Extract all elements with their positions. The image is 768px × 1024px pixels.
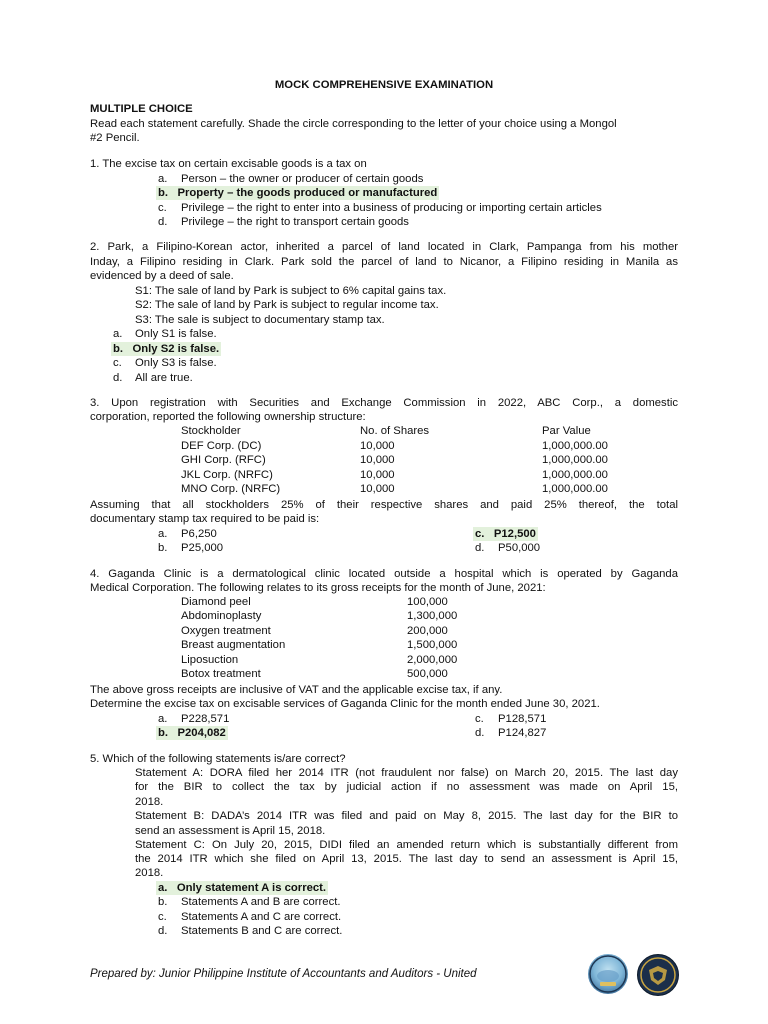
table-cell: MNO Corp. (NRFC) xyxy=(181,483,281,495)
option-letter: b. xyxy=(113,343,124,355)
statement-a: Statement A: DORA filed her 2014 ITR (not fraudulent nor false) on March 20, 2015. The last day xyxy=(135,767,678,779)
table-cell: 1,000,000.00 xyxy=(542,483,608,495)
statement-s2: S2: The sale of land by Park is subject to regular income tax. xyxy=(135,299,439,311)
answer-option xyxy=(156,726,228,740)
option-letter: c. xyxy=(113,357,122,369)
table-cell: 10,000 xyxy=(360,440,395,452)
table-cell: 1,500,000 xyxy=(407,639,458,651)
option-text: Only S2 is false. xyxy=(132,343,220,355)
option-letter: d. xyxy=(158,925,168,937)
section-heading: MULTIPLE CHOICE xyxy=(90,103,193,115)
table-cell: 10,000 xyxy=(360,469,395,481)
option-letter: b. xyxy=(158,727,169,739)
option-letter: c. xyxy=(475,713,484,725)
table-cell: Liposuction xyxy=(181,654,239,666)
table-cell: Diamond peel xyxy=(181,596,251,608)
statement-b: send an assessment is April 15, 2018. xyxy=(135,825,326,837)
question-3-stem: 3. Upon registration with Securities and Exchange Commission in 2022, ABC Corp., a domestic xyxy=(90,397,678,409)
table-cell: 100,000 xyxy=(407,596,448,608)
instructions-line-2: #2 Pencil. xyxy=(90,132,140,144)
table-cell: 2,000,000 xyxy=(407,654,458,666)
answer-option xyxy=(473,527,538,541)
question-2-stem: 2. Park, a Filipino-Korean actor, inherited a parcel of land located in Clark, Pampanga from his mother xyxy=(90,241,678,253)
option-letter: d. xyxy=(113,372,123,384)
option-letter: c. xyxy=(475,528,485,540)
statement-s3: S3: The sale is subject to documentary stamp tax. xyxy=(135,314,385,326)
question-4-text: The above gross receipts are inclusive of VAT and the applicable excise tax, if any. xyxy=(90,684,503,696)
option-letter: c. xyxy=(158,202,167,214)
option-letter: a. xyxy=(158,528,168,540)
statement-c: Statement C: On July 20, 2015, DIDI filed an amended return which is substantially different from xyxy=(135,839,678,851)
option-letter: b. xyxy=(158,187,169,199)
option-text: P124,827 xyxy=(498,727,547,739)
table-cell: 10,000 xyxy=(360,483,395,495)
table-cell: Abdominoplasty xyxy=(181,610,262,622)
option-letter: d. xyxy=(475,542,485,554)
table-cell: 1,300,000 xyxy=(407,610,458,622)
statement-a: for the BIR to collect the tax by judicial action if no assessment was made on April 15, xyxy=(135,781,678,793)
statement-b: Statement B: DADA’s 2014 ITR was filed and paid on May 8, 2015. The last day for the BIR to xyxy=(135,810,678,822)
question-4-stem: Medical Corporation. The following relates to its gross receipts for the month of June, 2021: xyxy=(90,582,546,594)
table-cell: 200,000 xyxy=(407,625,448,637)
statement-c: the 2014 ITR which she filed on April 13, 2015. The last day to send an assessment is April 15, xyxy=(135,853,678,865)
option-text: Only S3 is false. xyxy=(135,357,217,369)
option-letter: a. xyxy=(158,713,168,725)
organization-seal-icon xyxy=(588,954,628,994)
table-cell: 1,000,000.00 xyxy=(542,454,608,466)
table-cell: 1,000,000.00 xyxy=(542,440,608,452)
option-text: P12,500 xyxy=(493,528,536,540)
question-2-stem: evidenced by a deed of sale. xyxy=(90,270,234,282)
option-text: Only statement A is correct. xyxy=(176,882,327,894)
option-text: Property – the goods produced or manufactured xyxy=(177,187,438,199)
answer-option xyxy=(111,342,221,356)
option-text: P204,082 xyxy=(177,727,226,739)
question-3-text: documentary stamp tax required to be paid is: xyxy=(90,513,320,525)
option-text: P228,571 xyxy=(181,713,230,725)
option-letter: d. xyxy=(475,727,485,739)
question-4-text: Determine the excise tax on excisable services of Gaganda Clinic for the month ended June 30, 2021. xyxy=(90,698,600,710)
instructions-line-1: Read each statement carefully. Shade the circle corresponding to the letter of your choice using a Mongol xyxy=(90,118,617,130)
option-text: Only S1 is false. xyxy=(135,328,217,340)
table-cell: GHI Corp. (RFC) xyxy=(181,454,266,466)
table-cell: DEF Corp. (DC) xyxy=(181,440,262,452)
option-text: Person – the owner or producer of certain goods xyxy=(181,173,424,185)
option-letter: b. xyxy=(158,542,168,554)
table-header: No. of Shares xyxy=(360,425,430,437)
statement-c: 2018. xyxy=(135,867,164,879)
option-text: P25,000 xyxy=(181,542,224,554)
option-text: P128,571 xyxy=(498,713,547,725)
university-crest-icon xyxy=(638,955,678,995)
organization-seal-icon xyxy=(588,954,628,994)
question-2-stem: Inday, a Filipino residing in Clark. Park sold the parcel of land to Nicanor, a Filipino residing in Manila as xyxy=(90,256,678,268)
table-cell: Botox treatment xyxy=(181,668,261,680)
table-header: Par Value xyxy=(542,425,591,437)
option-letter: a. xyxy=(113,328,123,340)
statement-a: 2018. xyxy=(135,796,164,808)
option-text: Privilege – the right to enter into a business of producing or importing certain articles xyxy=(181,202,602,214)
university-crest-icon xyxy=(637,954,679,996)
question-4-stem: 4. Gaganda Clinic is a dermatological clinic located outside a hospital which is operated by Gaganda xyxy=(90,568,678,580)
option-text: Statements B and C are correct. xyxy=(181,925,343,937)
question-5-stem: 5. Which of the following statements is/are correct? xyxy=(90,753,346,765)
table-cell: 500,000 xyxy=(407,668,448,680)
option-text: P50,000 xyxy=(498,542,541,554)
option-letter: d. xyxy=(158,216,168,228)
option-letter: a. xyxy=(158,173,168,185)
table-cell: 10,000 xyxy=(360,454,395,466)
question-3-text: Assuming that all stockholders 25% of their respective shares and paid 25% thereof, the total xyxy=(90,499,678,511)
option-text: All are true. xyxy=(135,372,193,384)
question-1-stem: 1. The excise tax on certain excisable goods is a tax on xyxy=(90,158,367,170)
answer-option xyxy=(156,881,328,895)
option-text: Statements A and C are correct. xyxy=(181,911,342,923)
statement-s1: S1: The sale of land by Park is subject to 6% capital gains tax. xyxy=(135,285,447,297)
option-text: Statements A and B are correct. xyxy=(181,896,341,908)
table-header: Stockholder xyxy=(181,425,241,437)
question-3-stem: corporation, reported the following ownership structure: xyxy=(90,411,366,423)
table-cell: Breast augmentation xyxy=(181,639,286,651)
page-title: MOCK COMPREHENSIVE EXAMINATION xyxy=(274,79,494,91)
option-text: Privilege – the right to transport certain goods xyxy=(181,216,409,228)
table-cell: 1,000,000.00 xyxy=(542,469,608,481)
option-letter: a. xyxy=(158,882,168,894)
option-letter: c. xyxy=(158,911,167,923)
table-cell: JKL Corp. (NRFC) xyxy=(181,469,273,481)
table-cell: Oxygen treatment xyxy=(181,625,271,637)
option-letter: b. xyxy=(158,896,168,908)
answer-option xyxy=(156,186,439,200)
option-text: P6,250 xyxy=(181,528,217,540)
footer-credit: Prepared by: Junior Philippine Institute of Accountants and Auditors - United xyxy=(90,968,477,980)
